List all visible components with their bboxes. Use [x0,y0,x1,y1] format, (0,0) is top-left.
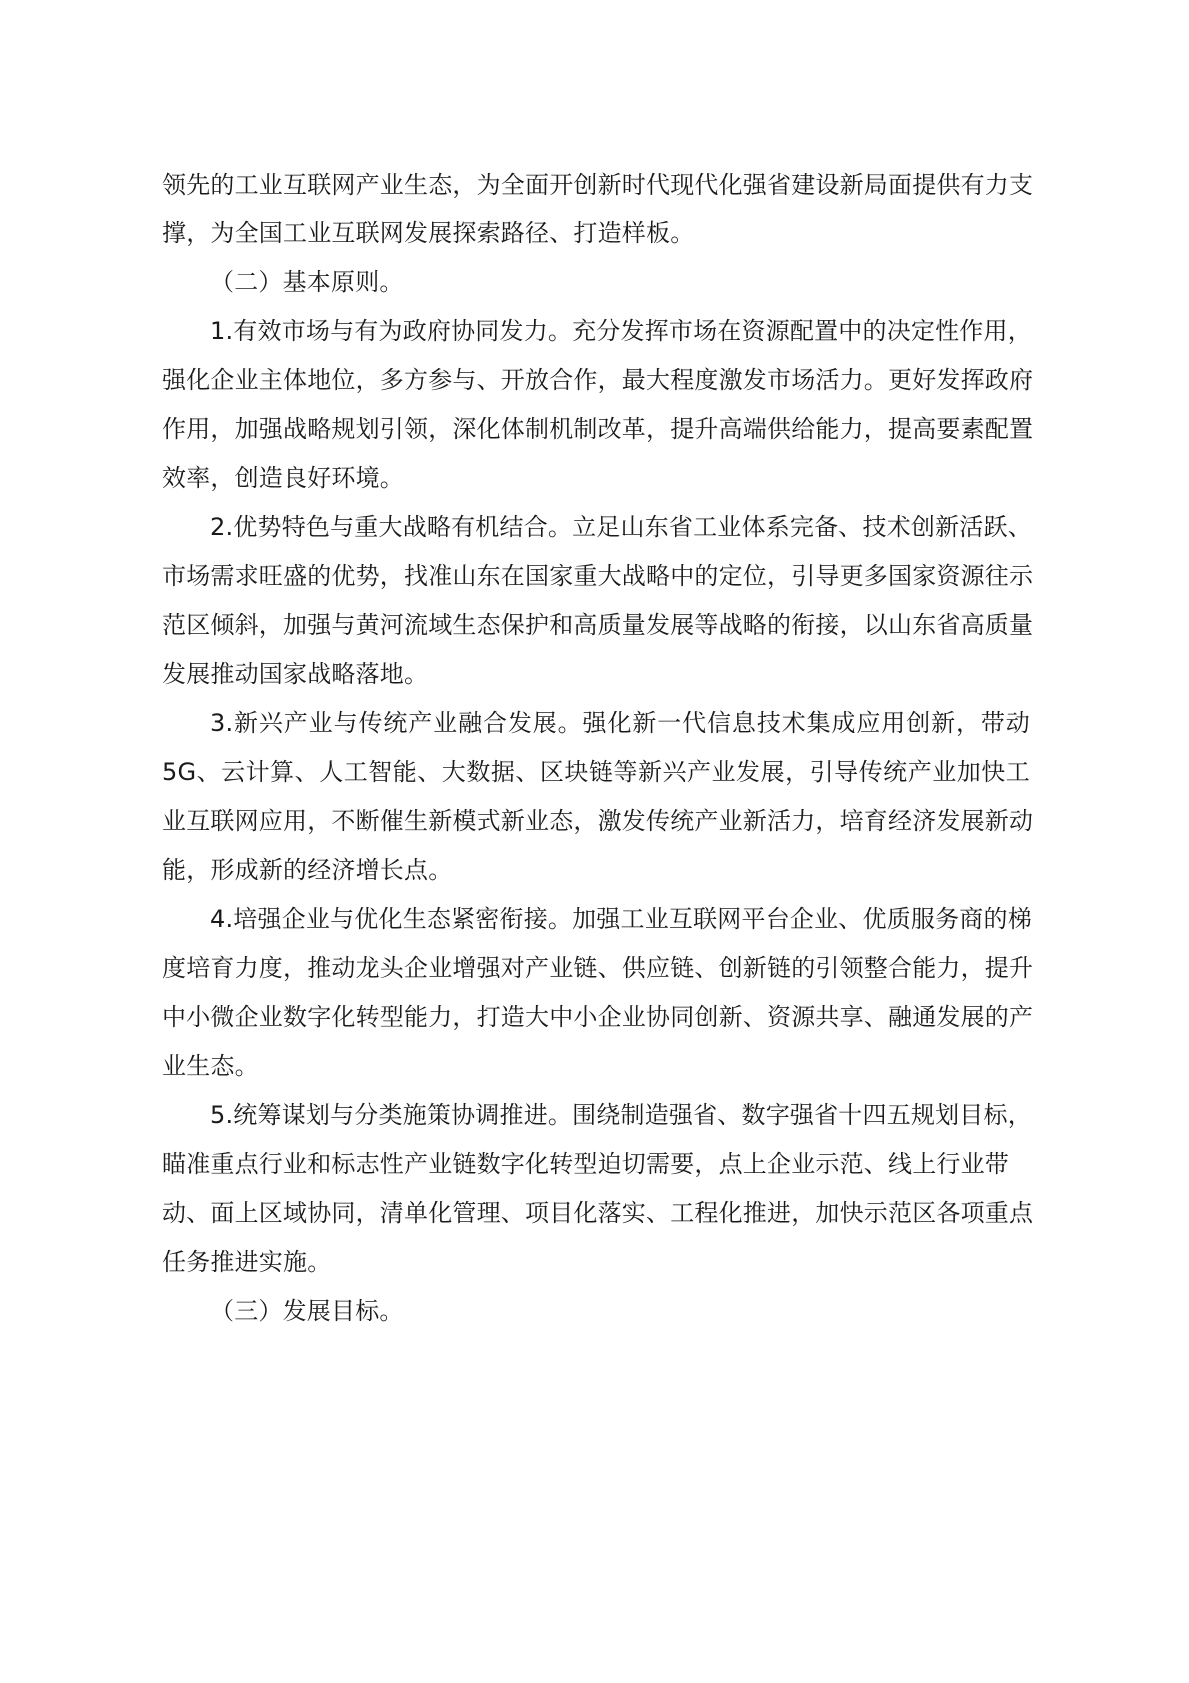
text-line: 领先的工业互联网产业生态，为全面开创新时代现代化强省建设新局面提供有力支 [162,171,1034,199]
paragraph-2-line: 发展推动国家战略落地。 [162,660,429,688]
paragraph-5-line: 动、面上区域协同，清单化管理、项目化落实、工程化推进，加快示范区各项重点 [162,1199,1034,1227]
paragraph-2-line: 2.优势特色与重大战略有机结合。立足山东省工业体系完备、技术创新活跃、 [210,513,1032,541]
text-line: 撑，为全国工业互联网发展探索路径、打造样板。 [162,219,695,247]
paragraph-4-line: 业生态。 [162,1052,259,1080]
paragraph-3-line: 3.新兴产业与传统产业融合发展。强化新一代信息技术集成应用创新，带动 [210,709,1030,737]
paragraph-1-line: 效率，创造良好环境。 [162,464,404,492]
paragraph-1-line: 强化企业主体地位，多方参与、开放合作，最大程度激发市场活力。更好发挥政府 [162,366,1034,394]
paragraph-5-line: 5.统筹谋划与分类施策协调推进。围绕制造强省、数字强省十四五规划目标， [210,1101,1032,1129]
paragraph-1-line: 1.有效市场与有为政府协同发力。充分发挥市场在资源配置中的决定性作用， [210,317,1032,345]
paragraph-5-line: 任务推进实施。 [162,1248,332,1276]
paragraph-1-line: 作用，加强战略规划引领，深化体制机制改革，提升高端供给能力，提高要素配置 [162,415,1034,443]
paragraph-3-line: 业互联网应用，不断催生新模式新业态，激发传统产业新活力，培育经济发展新动 [162,807,1034,835]
section-heading-principles: （二）基本原则。 [210,268,404,296]
paragraph-2-line: 市场需求旺盛的优势，找准山东在国家重大战略中的定位，引导更多国家资源往示 [162,562,1034,590]
paragraph-2-line: 范区倾斜，加强与黄河流域生态保护和高质量发展等战略的衔接，以山东省高质量 [162,611,1034,639]
section-heading-goals: （三）发展目标。 [210,1297,404,1325]
paragraph-4-line: 4.培强企业与优化生态紧密衔接。加强工业互联网平台企业、优质服务商的梯 [210,905,1032,933]
paragraph-4-line: 度培育力度，推动龙头企业增强对产业链、供应链、创新链的引领整合能力，提升 [162,954,1034,982]
paragraph-5-line: 瞄准重点行业和标志性产业链数字化转型迫切需要，点上企业示范、线上行业带 [162,1150,1009,1178]
paragraph-3-line: 5G、云计算、人工智能、大数据、区块链等新兴产业发展，引导传统产业加快工 [162,758,1030,786]
paragraph-4-line: 中小微企业数字化转型能力，打造大中小企业协同创新、资源共享、融通发展的产 [162,1003,1034,1031]
paragraph-3-line: 能，形成新的经济增长点。 [162,856,453,884]
